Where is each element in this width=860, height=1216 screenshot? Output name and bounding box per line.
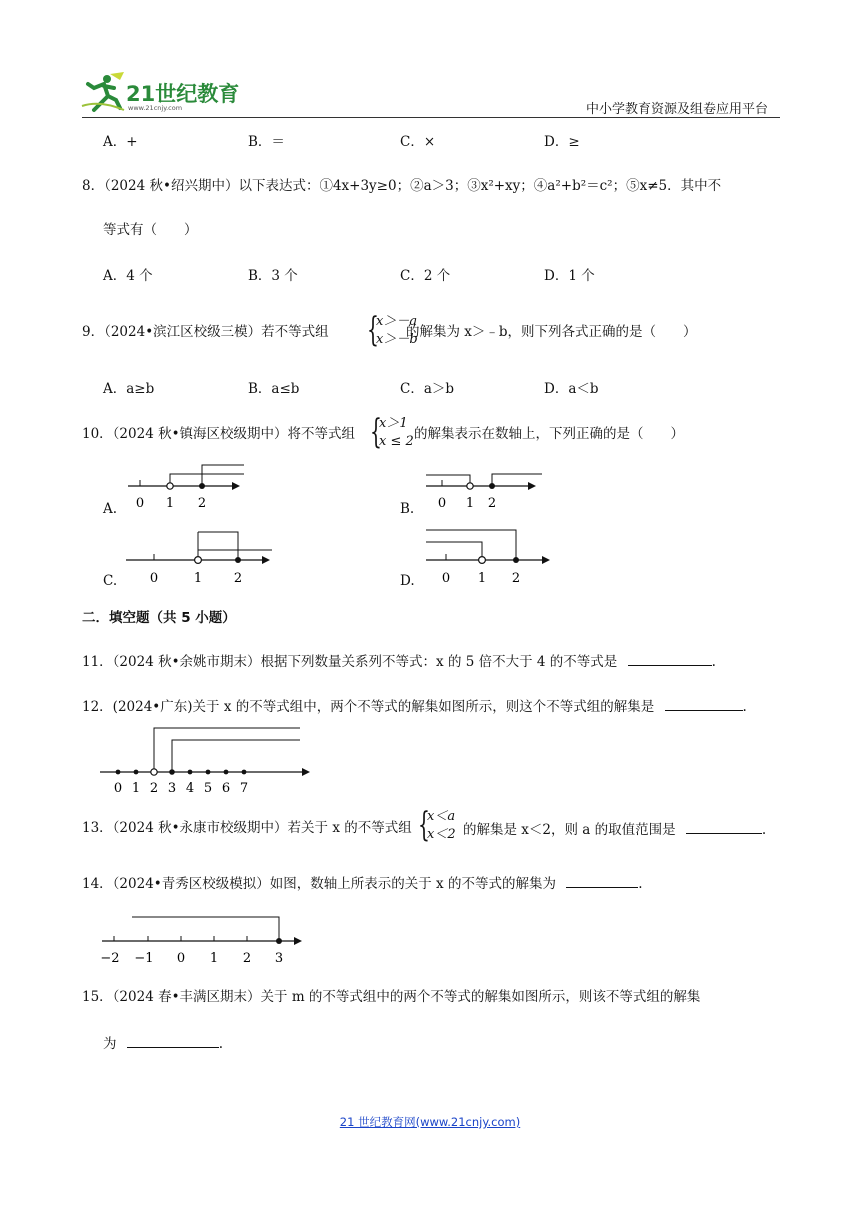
q8-stem-line2: 等式有（ ） xyxy=(103,222,198,238)
q14-tick-3: 3 xyxy=(274,951,284,966)
q10a-tick-2: 2 xyxy=(197,496,207,511)
header xyxy=(0,0,860,120)
q14-tick-1: 1 xyxy=(209,951,219,966)
platform-name: 中小学教育资源及组卷应用平台 xyxy=(586,102,769,117)
q10-option-a-label[interactable]: A. xyxy=(103,501,118,517)
q10c-tick-1: 1 xyxy=(193,571,203,586)
q10b-tick-1: 1 xyxy=(465,496,475,511)
q9-option-b[interactable]: B．a≤b xyxy=(248,381,300,397)
q14-period: . xyxy=(638,876,643,892)
q13-stem xyxy=(463,819,766,839)
q11-stem xyxy=(82,651,716,671)
q12-period: . xyxy=(742,699,747,715)
q8-option-b[interactable]: B．3 个 xyxy=(248,268,298,284)
q7-option-c[interactable]: C．× xyxy=(400,134,436,150)
q13-stem-prefix: 13．（2024 秋•永康市校级期中）若关于 x 的不等式组 xyxy=(82,820,412,836)
q11-answer-blank[interactable] xyxy=(628,651,712,666)
q9-brace: { xyxy=(367,310,379,350)
q8-stem-line1: 8．（2024 秋•绍兴期中）以下表达式：①4x+3y≥0；②a＞3；③x²+xy；④a²+b²＝c²；⑤x≠5．其中不 xyxy=(82,178,722,194)
q11-period: . xyxy=(711,654,716,670)
q9-stem-suffix: 的解集为 x＞﹣b，则下列各式正确的是（ ） xyxy=(406,324,697,340)
q14-number-line xyxy=(98,912,318,968)
q15-stem-line1: 15．（2024 春•丰满区期末）关于 m 的不等式组中的两个不等式的解集如图所示，则该不等式组的解集 xyxy=(82,989,701,1005)
q13-inequality-system xyxy=(418,805,468,847)
q10-stem-suffix: 的解集表示在数轴上，下列正确的是（ ） xyxy=(414,426,684,442)
q9-system-line1: x＞－a xyxy=(376,314,418,329)
q10a-tick-1: 1 xyxy=(165,496,175,511)
q10-system-line2: x ≤ 2 xyxy=(379,434,414,449)
q12-number-line xyxy=(98,726,318,796)
q15-stem-line2 xyxy=(103,1033,223,1053)
q14-stem-text: 14．（2024•青秀区校级模拟）如图，数轴上所表示的关于 x 的不等式的解集为 xyxy=(82,876,556,892)
q10-option-c-number-line[interactable] xyxy=(122,530,282,592)
q10-option-b-number-line[interactable] xyxy=(422,458,552,518)
q14-tick-neg2: −2 xyxy=(100,951,120,966)
q12-stem-text: 12．(2024•广东)关于 x 的不等式组中，两个不等式的解集如图所示，则这个不等式组的解集是 xyxy=(82,699,655,715)
q9-system-line2: x＞－b xyxy=(376,332,418,347)
logo-text: 21世纪教育 xyxy=(126,82,240,106)
q10d-tick-1: 1 xyxy=(477,571,487,586)
q10b-tick-2: 2 xyxy=(487,496,497,511)
q12-stem xyxy=(82,696,747,716)
q13-stem-suffix: 的解集是 x＜2，则 a 的取值范围是 xyxy=(463,822,676,838)
q10-option-a-number-line[interactable] xyxy=(120,458,250,518)
q12-tick-6: 6 xyxy=(221,781,231,796)
q10-option-d-label[interactable]: D. xyxy=(400,573,415,589)
q8-option-a[interactable]: A．4 个 xyxy=(103,268,153,284)
q10-option-d-number-line[interactable] xyxy=(422,528,562,592)
q10b-tick-0: 0 xyxy=(437,496,447,511)
q13-brace: { xyxy=(418,805,430,845)
header-divider xyxy=(82,117,780,118)
q12-answer-blank[interactable] xyxy=(665,696,743,711)
q10-brace: { xyxy=(370,412,382,452)
q7-option-b[interactable]: B．＝ xyxy=(248,134,285,150)
q14-answer-blank[interactable] xyxy=(566,873,638,888)
q14-stem xyxy=(82,873,643,893)
q15-answer-blank[interactable] xyxy=(127,1033,219,1048)
q8-option-d[interactable]: D．1 个 xyxy=(544,268,595,284)
q13-answer-blank[interactable] xyxy=(686,819,762,834)
q12-tick-0: 0 xyxy=(113,781,123,796)
q10c-tick-0: 0 xyxy=(149,571,159,586)
q12-tick-5: 5 xyxy=(203,781,213,796)
q15-period: . xyxy=(218,1036,224,1052)
q15-stem-line2-text: 为 xyxy=(103,1036,117,1052)
q10-option-b-label[interactable]: B. xyxy=(400,501,415,517)
q7-option-a[interactable]: A．+ xyxy=(103,134,138,150)
q10c-tick-2: 2 xyxy=(233,571,243,586)
q12-tick-1: 1 xyxy=(131,781,141,796)
q13-system-line2: x＜2 xyxy=(427,827,456,842)
q10d-tick-0: 0 xyxy=(441,571,451,586)
q12-tick-4: 4 xyxy=(185,781,195,796)
q14-tick-2: 2 xyxy=(242,951,252,966)
q8-option-c[interactable]: C．2 个 xyxy=(400,268,451,284)
q12-tick-2: 2 xyxy=(149,781,159,796)
q10-inequality-system xyxy=(370,412,420,454)
q10a-tick-0: 0 xyxy=(135,496,145,511)
q9-option-a[interactable]: A．a≥b xyxy=(103,381,155,397)
q12-tick-7: 7 xyxy=(239,781,249,796)
q7-option-d[interactable]: D．≥ xyxy=(544,134,580,150)
q13-period: . xyxy=(761,822,767,838)
logo xyxy=(80,70,260,114)
q14-tick-0: 0 xyxy=(176,951,186,966)
runner-logo-icon xyxy=(80,70,128,114)
q10d-tick-2: 2 xyxy=(511,571,521,586)
q9-option-c[interactable]: C．a＞b xyxy=(400,381,455,397)
q10-option-c-label[interactable]: C. xyxy=(103,573,118,589)
q10-stem-prefix: 10．（2024 秋•镇海区校级期中）将不等式组 xyxy=(82,426,356,442)
q9-stem-prefix: 9．（2024•滨江区校级三模）若不等式组 xyxy=(82,324,329,340)
logo-subtext: www.21cnjy.com xyxy=(128,104,183,112)
section-fill-in-title: 二．填空题（共 5 小题） xyxy=(82,610,236,626)
q12-tick-3: 3 xyxy=(167,781,177,796)
q14-tick-neg1: −1 xyxy=(134,951,154,966)
footer-link[interactable]: 21 世纪教育网(www.21cnjy.com) xyxy=(339,1115,521,1129)
q9-option-d[interactable]: D．a＜b xyxy=(544,381,599,397)
q13-system-line1: x＜a xyxy=(427,809,456,824)
q10-system-line1: x＞1 xyxy=(379,416,408,431)
q11-stem-text: 11．（2024 秋•余姚市期末）根据下列数量关系列不等式：x 的 5 倍不大于 4 的不等式是 xyxy=(82,654,618,670)
